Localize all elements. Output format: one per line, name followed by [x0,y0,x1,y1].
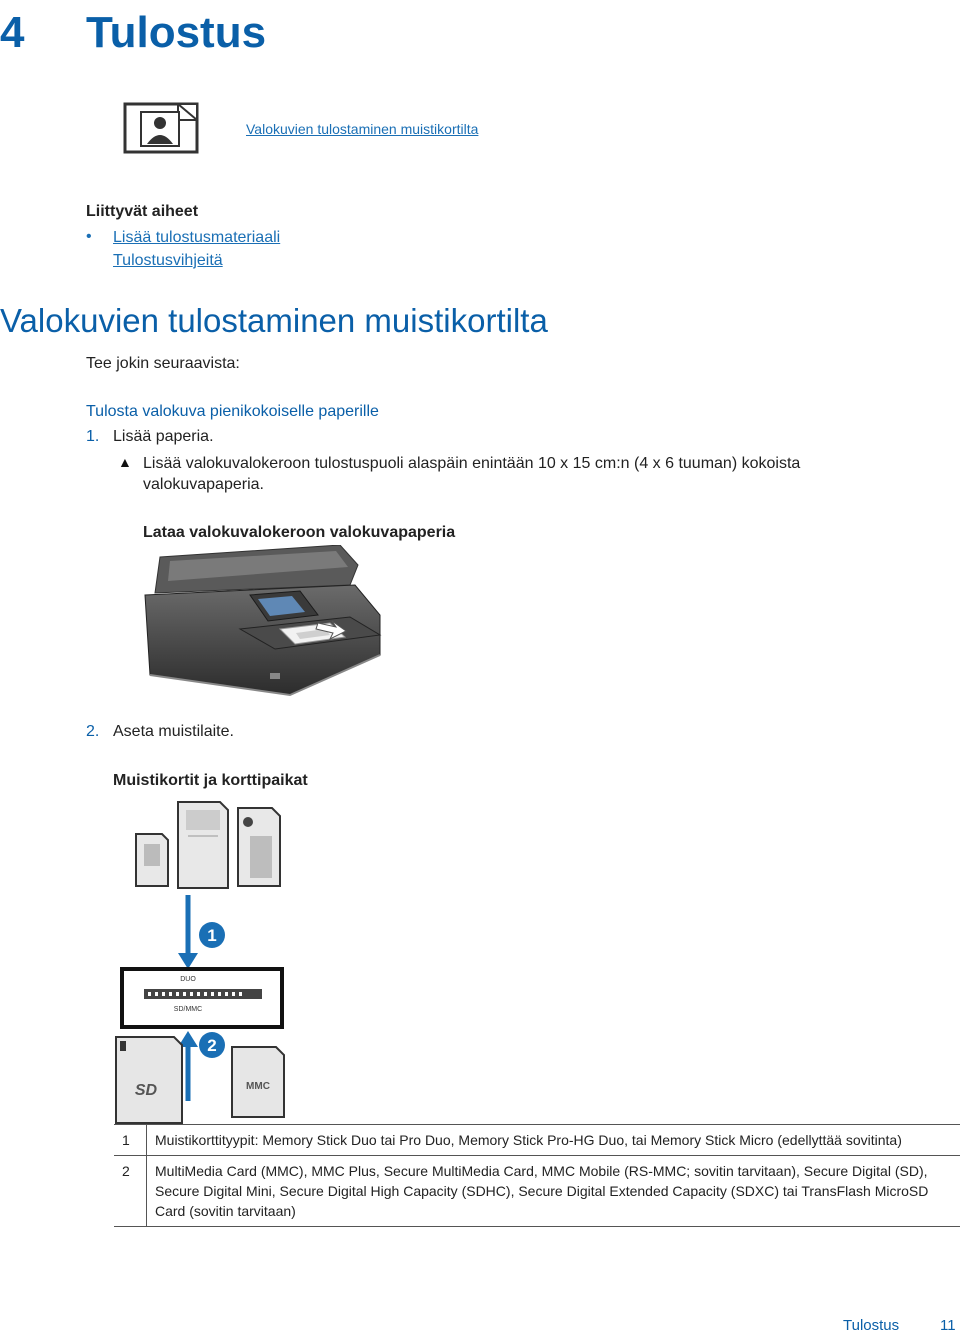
photo-document-icon [122,100,200,156]
table-row [114,1125,960,1156]
chapter-title: Tulostus [86,8,267,57]
legend-text: MultiMedia Card (MMC), MMC Plus, Secure MultiMedia Card, MMC Mobile (RS-MMC; sovitin tarvitaan), Secure Digital (SD), Secure Digital Mini, Secure Digital High Capacity (SDHC), Secure Digital Extended Capacity (SDXC) tai TransFlash MicroSD Card (sovitin tarvitaan) [147,1156,960,1227]
legend-number: 1 [114,1125,147,1156]
sd-card-label: SD [134,1082,158,1099]
memory-stick-cards-illustration [132,800,302,890]
legend-number: 2 [114,1156,147,1227]
step-1-number: 1. [86,428,100,445]
sub-heading: Tulosta valokuva pienikokoiselle paperille [86,403,379,420]
callout-1: 1 [207,926,217,945]
photo-print-link[interactable]: Valokuvien tulostaminen muistikortilta [246,121,479,137]
step-2-text: Aseta muistilaite. [113,723,234,740]
section-intro: Tee jokin seuraavista: [86,355,240,372]
page-number: 11 [940,1317,956,1334]
figure-title-memory-cards: Muistikortit ja korttipaikat [113,772,308,789]
card-slot-illustration [108,895,308,1125]
legend-text: Muistikorttityypit: Memory Stick Duo tai Pro Duo, Memory Stick Pro-HG Duo, tai Memory Stick Micro (edellyttää sovitinta) [147,1125,960,1156]
related-link-print-tips[interactable]: Tulostusvihjeitä [113,252,223,269]
figure-title-load-paper: Lataa valokuvalokeroon valokuvapaperia [143,524,456,541]
related-link-add-media[interactable]: Lisää tulostusmateriaali [113,229,281,246]
triangle-bullet-icon: ▲ [118,454,132,470]
related-topics-heading: Liittyvät aiheet [86,203,199,220]
slot-label-sdmmc: SD/MMC [173,1006,203,1013]
section-title: Valokuvien tulostaminen muistikortilta [0,302,548,339]
chapter-number: 4 [0,8,25,57]
printer-illustration [140,545,390,715]
slot-label-duo: DUO [180,976,196,983]
table-row [114,1156,960,1227]
footer-chapter-label: Tulostus [843,1317,900,1334]
legend-table [114,1124,960,1227]
step-1-instruction: Lisää valokuvalokeroon tulostuspuoli alaspäin enintään 10 x 15 cm:n (4 x 6 tuuman) kokoista valokuvapaperia. [143,455,801,493]
step-2-number: 2. [86,723,100,740]
step-1-text: Lisää paperia. [113,428,214,445]
callout-2: 2 [207,1036,217,1055]
related-bullet: • [86,228,92,245]
mmc-card-label: MMC [246,1081,270,1092]
